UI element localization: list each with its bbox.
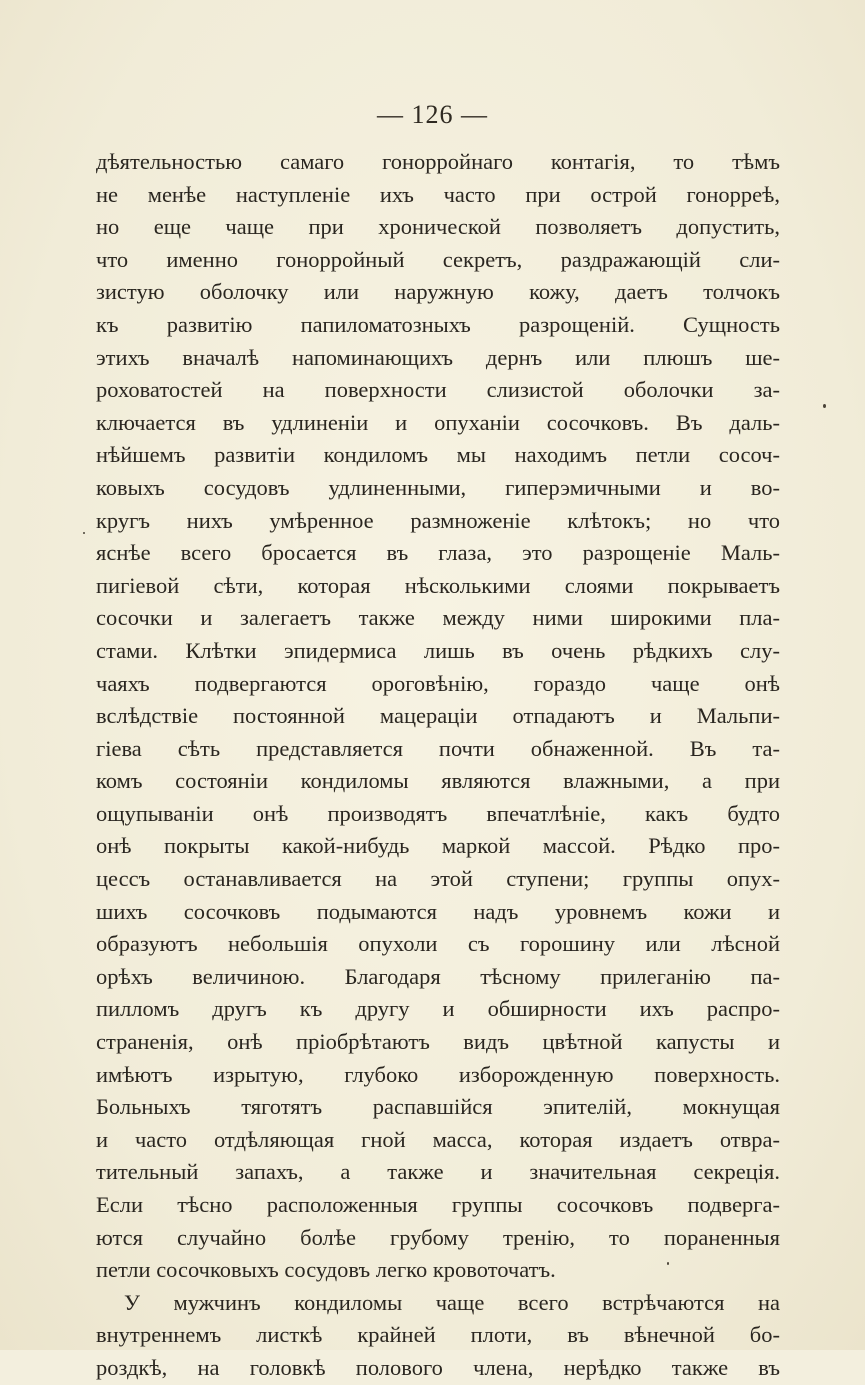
ink-speck	[83, 532, 85, 534]
text-line: нѣйшемъ развитіи кондиломъ мы находимъ петли сосоч-	[96, 442, 780, 468]
text-line: дѣятельностью самаго гонорройнаго контагія, то тѣмъ	[96, 149, 780, 174]
text-line: гіева сѣть представляется почти обнаженной. Въ та-	[96, 735, 780, 761]
text-line: пилломъ другъ къ другу и обширности ихъ распро-	[96, 996, 780, 1022]
text-line: пигіевой сѣти, которая нѣсколькими слоями покрываетъ	[96, 572, 780, 598]
text-line: роховатостей на поверхности слизистой оболочки за-	[96, 377, 780, 403]
text-line: стами. Клѣтки эпидермиса лишь въ очень рѣдкихъ слу-	[96, 637, 780, 663]
text-line: комъ состояніи кондиломы являются влажными, а при	[96, 768, 780, 794]
page-number: — 126 —	[377, 100, 488, 129]
text-line: но еще чаще при хронической позволяетъ допустить,	[96, 214, 780, 240]
text-line: роздкѣ, на головкѣ полового члена, нерѣдко также въ	[96, 1354, 780, 1380]
text-line: Больныхъ тяготятъ распавшійся эпителій, мокнущая	[96, 1094, 780, 1120]
text-line: шихъ сосочковъ подымаются надъ уровнемъ кожи и	[96, 898, 780, 924]
body-text	[96, 146, 780, 1385]
text-line: зистую оболочку или наружную кожу, даетъ толчокъ	[96, 279, 780, 305]
text-line: не менѣе наступленіе ихъ часто при острой гонорреѣ,	[96, 181, 780, 207]
text-line: страненія, онѣ пріобрѣтаютъ видъ цвѣтной капусты и	[96, 1029, 780, 1055]
ink-speck	[667, 1262, 669, 1265]
text-line: ковыхъ сосудовъ удлиненными, гиперэмичными и во-	[96, 474, 780, 500]
text-line: чаяхъ подвергаются ороговѣнію, гораздо чаще онѣ	[96, 670, 780, 696]
text-line: имѣютъ изрытую, глубоко изборожденную поверхность.	[96, 1061, 780, 1087]
text-line: ощупываніи онѣ производятъ впечатлѣніе, какъ будто	[96, 800, 780, 826]
text-line: Если тѣсно расположенныя группы сосочковъ подверга-	[96, 1192, 780, 1217]
text-line: къ развитію папиломатозныхъ разрощеній. Сущность	[96, 311, 780, 337]
text-line: что именно гонорройный секретъ, раздражающій сли-	[96, 246, 780, 272]
text-line: яснѣе всего бросается въ глаза, это разрощеніе Маль-	[96, 540, 780, 566]
ink-speck	[823, 404, 826, 408]
text-line: этихъ вначалѣ напоминающихъ дернъ или плюшъ ше-	[96, 344, 780, 370]
text-line: петли сосочковыхъ сосудовъ легко кровоточатъ.	[96, 1257, 556, 1283]
text-line: орѣхъ величиною. Благодаря тѣсному прилеганію па-	[96, 963, 780, 989]
text-line: цессъ останавливается на этой ступени; группы опух-	[96, 866, 780, 892]
text-line: сосочки и залегаетъ также между ними широкими пла-	[96, 605, 780, 631]
paragraph-start-line: У мужчинъ кондиломы чаще всего встрѣчаются на	[124, 1289, 780, 1315]
text-line: онѣ покрыты какой-нибудь маркой массой. Рѣдко про-	[96, 833, 780, 859]
text-line: вслѣдствіе постоянной мацераціи отпадаютъ и Мальпи-	[96, 703, 780, 729]
text-line: ключается въ удлиненіи и опуханіи сосочковъ. Въ даль-	[96, 409, 780, 435]
text-line: и часто отдѣляющая гной масса, которая издаетъ отвра-	[96, 1126, 780, 1152]
text-line: внутреннемъ листкѣ крайней плоти, въ вѣнечной бо-	[96, 1322, 780, 1348]
text-line: ются случайно болѣе грубому тренію, то пораненныя	[96, 1224, 780, 1250]
text-line: образуютъ небольшія опухоли съ горошину или лѣсной	[96, 931, 780, 957]
text-line: тительный запахъ, а также и значительная секреція.	[96, 1159, 780, 1185]
text-line: кругъ нихъ умѣренное размноженіе клѣтокъ; но что	[96, 507, 780, 533]
